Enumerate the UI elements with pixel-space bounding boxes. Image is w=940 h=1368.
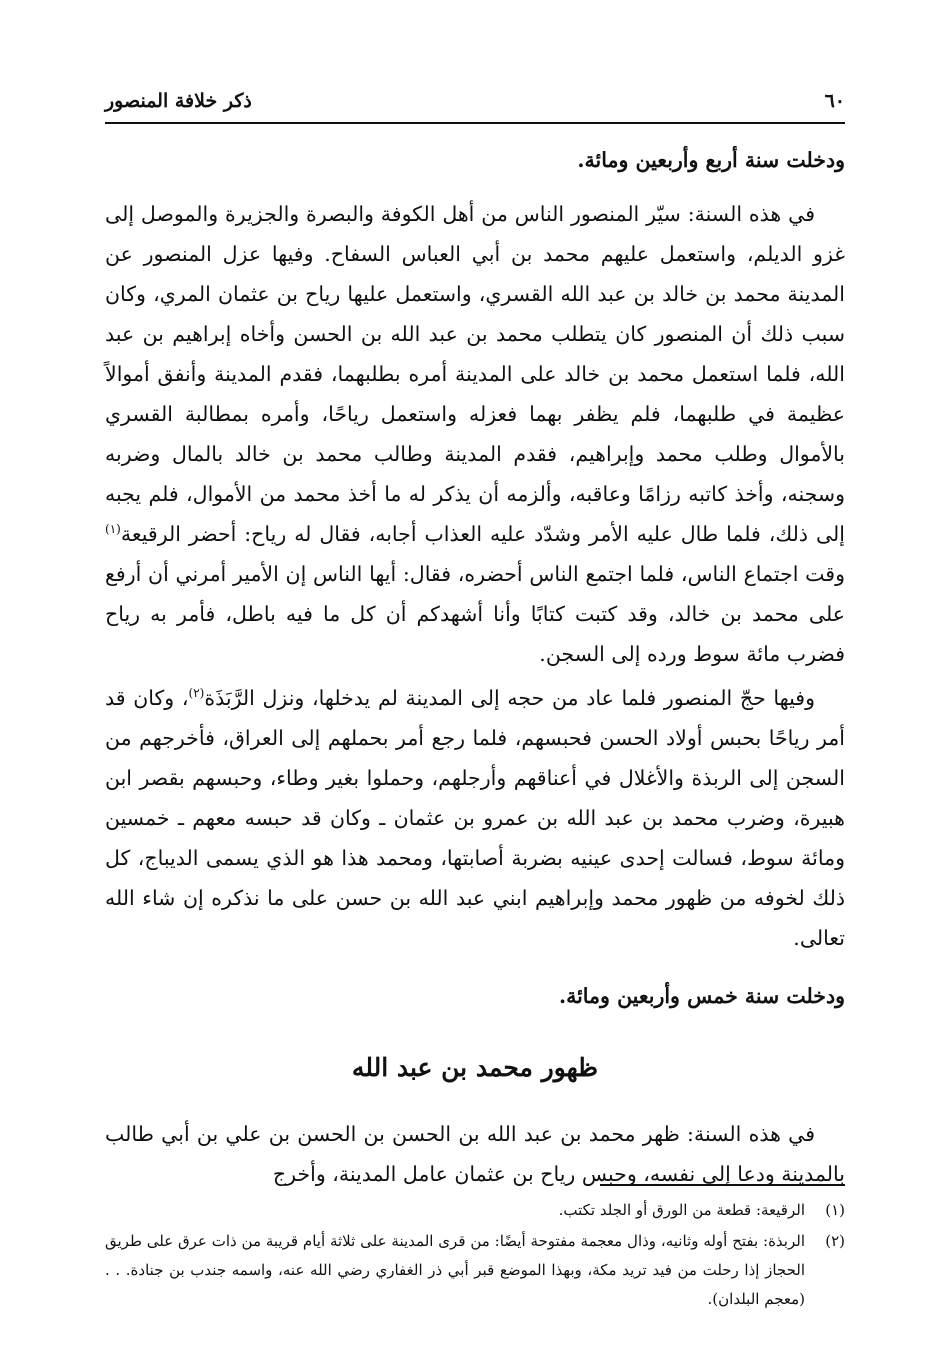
paragraph-2-text-a: وفيها حجّ المنصور فلما عاد من حجه إلى المدينة لم يدخلها، ونزل الرَّبَذَة [204, 686, 816, 710]
footnote-1 [105, 1196, 845, 1225]
paragraph-3: في هذه السنة: ظهر محمد بن عبد الله بن الحسن بن الحسن بن علي بن أبي طالب بالمدينة ودعا إلى نفسه، وحبس رياح بن عثمان عامل المدينة، وأخرج [105, 1122, 845, 1186]
footnote-text: الرقيعة: قطعة من الورق أو الجلد تكتب. [558, 1201, 805, 1219]
running-header [105, 86, 845, 124]
footnote-text: الربذة: بفتح أوله وثانيه، وذال معجمة مفتوحة أيضًا: من قرى المدينة على ثلاثة أيام قريبة من ذات عرق على طريق الحجاز إذا رحلت من فيد تريد مكة، وبهذا الموضع قبر أبي ذر الغفاري رضي الله عنه، واسمه جندب بن جنادة. . . (معجم البلدان). [105, 1232, 805, 1308]
header-title: ذكر خلافة المنصور [105, 90, 252, 112]
footnotes [105, 1196, 845, 1316]
section-title: ظهور محمد بن عبد الله [351, 1053, 599, 1082]
year-heading-144: ودخلت سنة أربع وأربعين ومائة. [577, 148, 845, 172]
footnote-number: (١) [825, 1201, 845, 1219]
year-heading-145: ودخلت سنة خمس وأربعين ومائة. [558, 984, 845, 1008]
paragraph-1 [105, 194, 845, 674]
paragraph-1-text-a: في هذه السنة: سيّر المنصور الناس من أهل الكوفة والبصرة والجزيرة والموصل إلى غزو الديلم، واستعمل عليهم محمد بن أبي العباس السفاح. وفيها عزل المنصور عن المدينة محمد بن خالد بن عبد الله القسري، واستعمل عليها رياح بن عثمان المري، وكان سبب ذلك أن المنصور كان يتطلب محمد بن عبد الله بن الحسن وأخاه إبراهيم بن عبد الله، فلما استعمل محمد بن خالد على المدينة أمره بطلبهما، فقدم المدينة وأنفق أموالاً عظيمة في طلبهما، فلم يظفر بهما فعزله واستعمل رياحًا، وأمره بمطالبة القسري بالأموال وطلب محمد وإبراهيم، فقدم المدينة وطالب محمد بن خالد بالمال وضربه وسجنه، وأخذ كاتبه رزامًا وعاقبه، وألزمه أن يذكر له ما أخذ محمد من الأموال، فلم يجبه إلى ذلك، فلما طال عليه الأمر وشدّد عليه العذاب أجابه، فقال له رياح: أحضر الرقيعة [105, 202, 845, 546]
page-number: ٦٠ [824, 90, 845, 112]
paragraph-1-text-b: وقت اجتماع الناس، فلما اجتمع الناس أحضره، فقال: أيها الناس إن الأمير أمرني أن أرفع على محمد بن خالد، وقد كتبت كتابًا وأنا أشهدكم أن كل ما فيه باطل، فأمر به رياح فضرب مائة سوط ورده إلى السجن. [105, 562, 845, 666]
paragraph-2-text-b: ، وكان قد أمر رياحًا بحبس أولاد الحسن فحبسهم، فلما رجع أمر بحملهم إلى العراق، فأخرجهم من السجن إلى الربذة والأغلال في أعناقهم وأرجلهم، وحملوا بغير وطاء، وحبسهم بقصر ابن هبيرة، وضرب محمد بن عبد الله بن عمرو بن عثمان ـ وكان قد حبسه معهم ـ خمسين ومائة سوط، فسالت إحدى عينيه بضربة أصابتها، ومحمد هذا هو الذي يسمى الديباج، كل ذلك لخوفه من ظهور محمد وإبراهيم ابني عبد الله بن حسن على ما نذكره إن شاء الله تعالى. [105, 686, 845, 950]
footnote-number: (٢) [825, 1232, 845, 1250]
footnote-divider [600, 1184, 845, 1186]
main-text [105, 140, 845, 1198]
footnote-ref-2: (٢) [188, 686, 205, 701]
footnote-ref-1: (١) [105, 522, 121, 537]
paragraph-2 [105, 678, 845, 958]
footnote-2 [105, 1227, 845, 1314]
